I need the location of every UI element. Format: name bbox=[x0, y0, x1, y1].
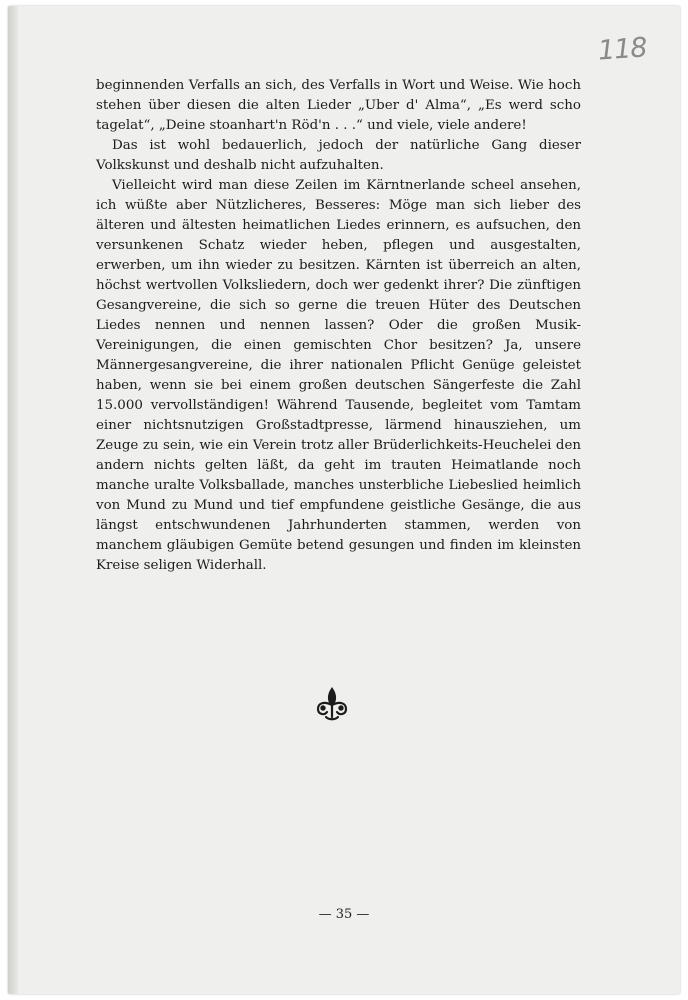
paragraph-1: beginnenden Verfalls an sich, des Verfalls in Wort und Weise. Wie hoch stehen über diesen die alten Lieder „Uber d' Alma“, „Es werd scho tagelat“, „Deine stoanhart'n Röd'n . . .“ und viele, viele andere! bbox=[96, 78, 581, 133]
page-binding-edge bbox=[8, 6, 18, 994]
handwritten-page-number: 118 bbox=[596, 32, 648, 67]
floral-fleuron-icon bbox=[310, 681, 354, 725]
document-page bbox=[8, 6, 680, 994]
body-text bbox=[96, 76, 581, 576]
paragraph-2: Das ist wohl bedauerlich, jedoch der natürliche Gang dieser Volkskunst und deshalb nicht aufzuhalten. bbox=[96, 138, 581, 173]
paragraph-3: Vielleicht wird man diese Zeilen im Kärntnerlande scheel ansehen, ich wüßte aber Nützlicheres, Besseres: Möge man sich lieber des älteren und ältesten heimatlichen Liedes erinnern, es aufsuchen, den versunkenen Schatz wieder heben, pflegen und ausgestalten, erwerben, um ihn wieder zu besitzen. Kärnten ist überreich an alten, höchst wertvollen Volksliedern, doch wer gedenkt ihrer? Die zünftigen Gesangvereine, die sich so gerne die treuen Hüter des Deutschen Liedes nennen und nennen lassen? Oder die großen Musik-Vereinigungen, die einen gemischten Chor besitzen? Ja, unsere Männergesangvereine, die ihrer nationalen Pflicht Genüge geleistet haben, wenn sie bei einem großen deutschen Sängerfeste die Zahl 15.000 vervollständigen! Während Tausende, begleitet vom Tamtam einer nichtsnutzigen Großstadtpresse, lärmend hinausziehen, um Zeuge zu sein, wie ein Verein trotz aller Brüderlichkeits-Heuchelei den andern nichts gelten läßt, da geht im trauten Heimatlande noch manche uralte Volksballade, manches unsterbliche Liebeslied heimlich von Mund zu Mund und tief empfundene geistliche Gesänge, die aus längst entschwundenen Jahrhunderten stammen, werden von manchem gläubigen Gemüte betend gesungen und finden im kleinsten Kreise seligen Widerhall. bbox=[96, 178, 581, 573]
page-folio: — 35 — bbox=[318, 907, 370, 922]
